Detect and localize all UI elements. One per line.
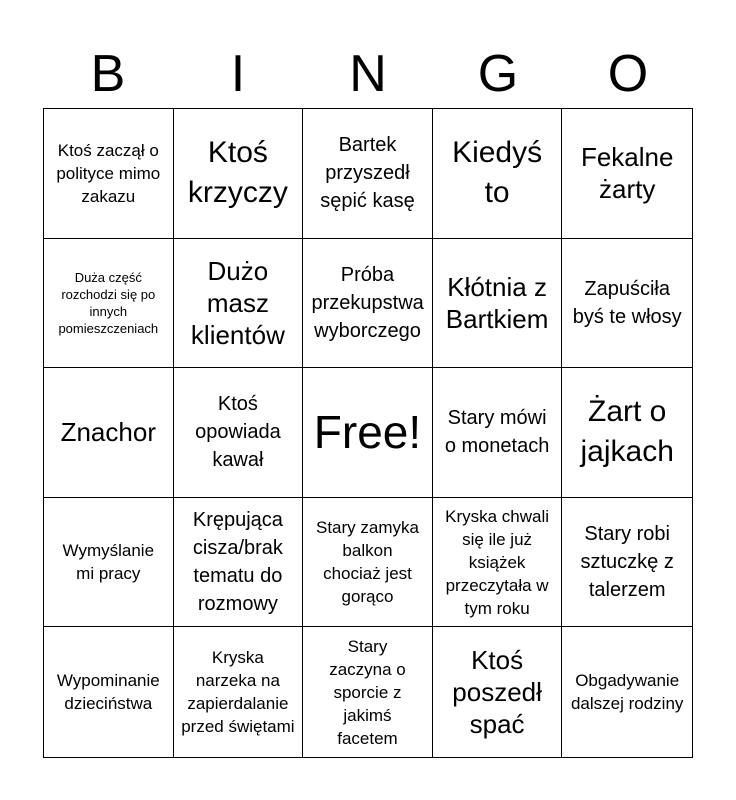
bingo-cell[interactable] xyxy=(44,368,174,498)
cell-text: Wypominanie dzieciństwa xyxy=(56,671,160,714)
cell-text: Żart o jajkach xyxy=(580,395,674,469)
bingo-cell[interactable] xyxy=(44,239,174,369)
cell-text: Znachor xyxy=(60,417,156,448)
cell-text: Stary zaczyna o sporcie z jakimś facetem xyxy=(329,636,406,748)
bingo-cell[interactable] xyxy=(174,368,304,498)
bingo-cell[interactable] xyxy=(433,368,563,498)
header-letter-i: I xyxy=(230,45,246,103)
cell-text: Stary mówi o monetach xyxy=(444,407,550,458)
bingo-cell[interactable] xyxy=(303,627,433,757)
bingo-cell[interactable] xyxy=(174,109,304,239)
bingo-cell[interactable] xyxy=(174,498,304,628)
cell-text: Zapuściła byś te włosy xyxy=(572,277,682,328)
cell-text: Ktoś opowiada kawał xyxy=(195,393,281,472)
cell-text: Próba przekupstwa wyborczego xyxy=(311,263,424,342)
cell-text: Kiedyś to xyxy=(452,136,543,210)
header-letter-o: O xyxy=(607,45,649,103)
bingo-cell[interactable] xyxy=(174,239,304,369)
cell-text: Bartek przyszedł sępić kasę xyxy=(320,134,415,213)
cell-text: Fekalne żarty xyxy=(580,142,674,205)
bingo-cell[interactable] xyxy=(303,498,433,628)
bingo-cell[interactable] xyxy=(174,627,304,757)
cell-text: Kryska chwali się ile już książek przeczytała w tym roku xyxy=(445,506,550,618)
bingo-cell[interactable] xyxy=(562,498,692,628)
bingo-cell[interactable] xyxy=(44,109,174,239)
cell-text: Kryska narzeka na zapierdalanie przed świętami xyxy=(181,648,295,737)
bingo-cell[interactable] xyxy=(433,109,563,239)
header-letter-n: N xyxy=(349,45,387,103)
bingo-cell[interactable] xyxy=(303,109,433,239)
cell-text: Duża część rozchodzi się po innych pomieszczeniach xyxy=(58,269,159,336)
bingo-header xyxy=(43,40,693,108)
cell-text: Stary zamyka balkon chociaż jest gorąco xyxy=(315,518,419,607)
header-letter-g: G xyxy=(477,45,519,103)
cell-text: Dużo masz klientów xyxy=(190,255,285,350)
cell-text: Kłótnia z Bartkiem xyxy=(445,271,549,334)
header-letter-b: B xyxy=(90,45,126,103)
bingo-cell[interactable] xyxy=(44,498,174,628)
cell-text: Krępująca cisza/brak tematu do rozmowy xyxy=(192,509,283,616)
bingo-cell[interactable] xyxy=(433,498,563,628)
free-space[interactable] xyxy=(303,368,433,498)
cell-text: Ktoś zaczął o polityce mimo zakazu xyxy=(56,140,161,206)
bingo-cell[interactable] xyxy=(562,239,692,369)
cell-text: Ktoś poszedł spać xyxy=(452,645,542,740)
bingo-cell[interactable] xyxy=(562,368,692,498)
cell-text: Obgadywanie dalszej rodziny xyxy=(570,671,684,714)
bingo-cell[interactable] xyxy=(562,109,692,239)
bingo-board xyxy=(43,108,693,758)
cell-text: Stary robi sztuczkę z talerzem xyxy=(580,523,674,602)
bingo-cell[interactable] xyxy=(303,239,433,369)
cell-text: Wymyślanie mi pracy xyxy=(62,541,155,584)
cell-text: Ktoś krzyczy xyxy=(187,136,288,210)
bingo-cell[interactable] xyxy=(44,627,174,757)
free-space-text: Free! xyxy=(313,406,422,459)
bingo-cell[interactable] xyxy=(562,627,692,757)
bingo-cell[interactable] xyxy=(433,627,563,757)
bingo-cell[interactable] xyxy=(433,239,563,369)
